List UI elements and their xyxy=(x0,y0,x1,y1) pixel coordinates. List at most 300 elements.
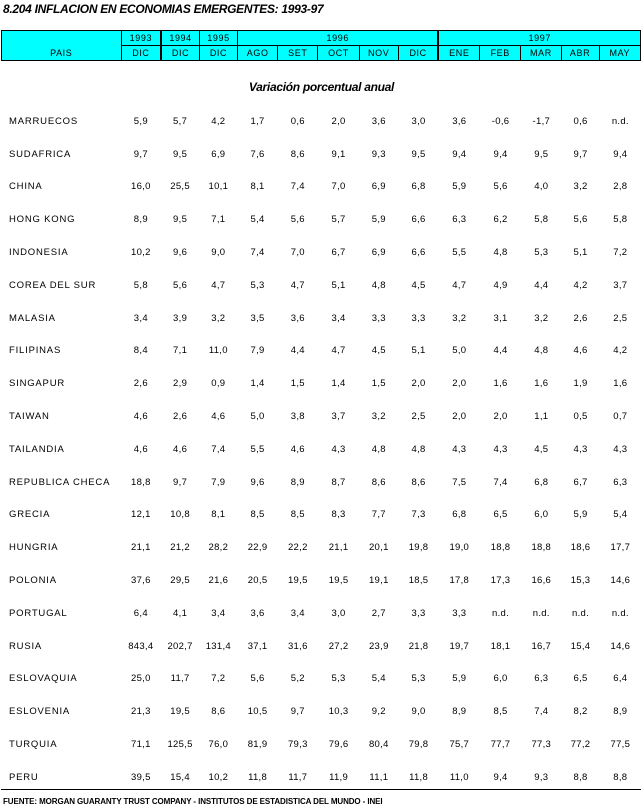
value-cell: 125,5 xyxy=(167,739,193,751)
value-cell: 3,2 xyxy=(211,312,226,324)
value-cell: 4,3 xyxy=(573,443,588,455)
value-cell: 2,0 xyxy=(331,115,346,127)
value-cell: 37,1 xyxy=(247,640,268,652)
value-cell: 3,2 xyxy=(534,312,549,324)
country-name: REPUBLICA CHECA xyxy=(9,476,111,488)
value-cell: 17,7 xyxy=(610,542,631,554)
value-cell: 6,9 xyxy=(371,247,386,259)
value-cell: 18,8 xyxy=(531,542,552,554)
value-cell: 3,6 xyxy=(452,115,467,127)
header-month: AGO xyxy=(238,46,278,61)
value-cell: 4,6 xyxy=(133,443,148,455)
country-name: GRECIA xyxy=(9,509,51,521)
country-name: INDONESIA xyxy=(9,247,69,259)
value-cell: 6,6 xyxy=(411,247,426,259)
value-cell: 5,1 xyxy=(331,279,346,291)
value-cell: 5,8 xyxy=(133,279,148,291)
value-cell: 15,4 xyxy=(170,771,190,783)
value-cell: 8,8 xyxy=(613,771,628,783)
source-note: FUENTE: MORGAN GUARANTY TRUST COMPANY - INSTITUTOS DE ESTADISTICA DEL MUNDO - INEI xyxy=(3,797,383,806)
value-cell: 5,5 xyxy=(452,247,467,259)
value-cell: n.d. xyxy=(492,607,510,619)
value-cell: 2,0 xyxy=(452,378,467,390)
table-row xyxy=(1,728,641,761)
value-cell: 9,7 xyxy=(133,148,148,160)
value-cell: 5,6 xyxy=(573,214,588,226)
value-cell: 2,7 xyxy=(371,607,386,619)
value-cell: 25,0 xyxy=(131,673,151,685)
value-cell: 2,0 xyxy=(452,411,467,423)
value-cell: 12,1 xyxy=(131,509,151,521)
value-cell: 80,4 xyxy=(368,739,389,751)
value-cell: 9,0 xyxy=(211,247,226,259)
value-cell: 6,8 xyxy=(411,181,426,193)
value-cell: 8,8 xyxy=(573,771,588,783)
value-cell: 4,7 xyxy=(211,279,226,291)
value-cell: 79,6 xyxy=(328,739,349,751)
value-cell: 6,6 xyxy=(411,214,426,226)
value-cell: 5,6 xyxy=(290,214,305,226)
table-row xyxy=(1,531,641,564)
value-cell: 8,9 xyxy=(133,214,148,226)
value-cell: 4,3 xyxy=(493,443,508,455)
value-cell: 5,3 xyxy=(534,247,549,259)
value-cell: 19,0 xyxy=(449,542,470,554)
value-cell: 4,3 xyxy=(452,443,467,455)
country-name: CHINA xyxy=(9,181,43,193)
table-row xyxy=(1,630,641,663)
value-cell: 4,2 xyxy=(613,345,628,357)
value-cell: 1,6 xyxy=(493,378,508,390)
value-cell: 4,8 xyxy=(493,247,508,259)
country-name: ESLOVAQUIA xyxy=(9,673,78,685)
value-cell: 22,2 xyxy=(287,542,308,554)
country-name: TURQUIA xyxy=(9,739,58,751)
value-cell: 1,4 xyxy=(250,378,265,390)
value-cell: 3,3 xyxy=(411,607,426,619)
value-cell: 202,7 xyxy=(167,640,193,652)
value-cell: 3,3 xyxy=(411,312,426,324)
value-cell: 10,5 xyxy=(247,706,268,718)
value-cell: 8,6 xyxy=(411,476,426,488)
value-cell: 7,4 xyxy=(290,181,305,193)
table-row xyxy=(1,269,641,302)
value-cell: 8,4 xyxy=(133,345,148,357)
header-month: DIC xyxy=(398,46,438,61)
value-cell: 19,5 xyxy=(328,575,349,587)
value-cell: 3,4 xyxy=(331,312,346,324)
value-cell: 10,2 xyxy=(131,247,151,259)
value-cell: 8,5 xyxy=(250,509,265,521)
value-cell: 9,6 xyxy=(173,247,188,259)
value-cell: 1,1 xyxy=(534,411,549,423)
value-cell: 7,0 xyxy=(331,181,346,193)
value-cell: 28,2 xyxy=(208,542,229,554)
value-cell: -1,7 xyxy=(532,115,551,127)
value-cell: 10,8 xyxy=(170,509,190,521)
table-row xyxy=(1,203,641,236)
value-cell: 5,8 xyxy=(613,214,628,226)
value-cell: -0,6 xyxy=(491,115,510,127)
table-row xyxy=(1,564,641,597)
value-cell: 4,3 xyxy=(613,443,628,455)
value-cell: 9,7 xyxy=(573,148,588,160)
value-cell: 0,5 xyxy=(573,411,588,423)
header-month: FEB xyxy=(480,46,521,61)
country-name: FILIPINAS xyxy=(9,345,62,357)
value-cell: 4,1 xyxy=(173,607,188,619)
value-cell: 6,9 xyxy=(211,148,226,160)
value-cell: 9,3 xyxy=(534,771,549,783)
value-cell: 5,8 xyxy=(534,214,549,226)
table-row xyxy=(1,171,641,204)
value-cell: 9,2 xyxy=(371,706,386,718)
value-cell: 1,7 xyxy=(250,115,265,127)
table-header xyxy=(1,30,641,61)
value-cell: 5,0 xyxy=(250,411,265,423)
value-cell: 77,5 xyxy=(610,739,631,751)
value-cell: 5,9 xyxy=(371,214,386,226)
value-cell: 11,8 xyxy=(409,771,429,783)
value-cell: 18,8 xyxy=(490,542,511,554)
value-cell: 2,5 xyxy=(613,312,628,324)
value-cell: 6,5 xyxy=(493,509,508,521)
value-cell: 0,6 xyxy=(290,115,305,127)
value-cell: 11,7 xyxy=(288,771,308,783)
value-cell: 5,9 xyxy=(573,509,588,521)
value-cell: 9,5 xyxy=(173,214,188,226)
value-cell: 2,6 xyxy=(173,411,188,423)
value-cell: 3,6 xyxy=(371,115,386,127)
value-cell: 2,8 xyxy=(613,181,628,193)
header-year-1994: 1994 xyxy=(161,31,199,46)
value-cell: 17,8 xyxy=(449,575,470,587)
header-month: OCT xyxy=(318,46,359,61)
value-cell: 3,5 xyxy=(250,312,265,324)
value-cell: 14,6 xyxy=(610,640,631,652)
value-cell: 6,7 xyxy=(573,476,588,488)
value-cell: 4,6 xyxy=(173,443,188,455)
value-cell: 3,3 xyxy=(371,312,386,324)
value-cell: n.d. xyxy=(611,607,629,619)
value-cell: 4,5 xyxy=(411,279,426,291)
value-cell: 11,7 xyxy=(170,673,190,685)
country-name: POLONIA xyxy=(9,575,57,587)
value-cell: 131,4 xyxy=(205,640,231,652)
header-month: ENE xyxy=(438,46,479,61)
country-name: PORTUGAL xyxy=(9,607,68,619)
value-cell: 6,7 xyxy=(331,247,346,259)
value-cell: n.d. xyxy=(532,607,550,619)
value-cell: 4,8 xyxy=(411,443,426,455)
value-cell: 3,2 xyxy=(452,312,467,324)
value-cell: 16,0 xyxy=(131,181,151,193)
value-cell: 20,5 xyxy=(247,575,268,587)
value-cell: 11,8 xyxy=(248,771,268,783)
country-name: HUNGRIA xyxy=(9,542,59,554)
value-cell: 3,4 xyxy=(290,607,305,619)
value-cell: 0,7 xyxy=(613,411,628,423)
value-cell: 7,2 xyxy=(613,247,628,259)
header-month: MAY xyxy=(599,46,640,61)
value-cell: 18,6 xyxy=(570,542,591,554)
value-cell: 39,5 xyxy=(131,771,151,783)
value-cell: 21,1 xyxy=(328,542,349,554)
value-cell: 3,0 xyxy=(411,115,426,127)
value-cell: 4,5 xyxy=(534,443,549,455)
value-cell: 23,9 xyxy=(368,640,389,652)
value-cell: 6,4 xyxy=(613,673,628,685)
value-cell: 11,0 xyxy=(208,345,228,357)
value-cell: 6,3 xyxy=(534,673,549,685)
header-year-1996: 1996 xyxy=(238,31,439,46)
value-cell: 6,4 xyxy=(133,607,148,619)
value-cell: 76,0 xyxy=(208,739,229,751)
value-cell: 6,2 xyxy=(493,214,508,226)
header-month: DIC xyxy=(121,46,161,61)
value-cell: 3,3 xyxy=(452,607,467,619)
value-cell: 5,9 xyxy=(452,181,467,193)
value-cell: 8,5 xyxy=(290,509,305,521)
value-cell: 5,1 xyxy=(573,247,588,259)
value-cell: 16,6 xyxy=(531,575,552,587)
table-row xyxy=(1,138,641,171)
value-cell: 8,1 xyxy=(211,509,226,521)
value-cell: 6,5 xyxy=(573,673,588,685)
value-cell: 21,3 xyxy=(131,706,151,718)
value-cell: 14,6 xyxy=(610,575,631,587)
header-month: ABR xyxy=(561,46,599,61)
value-cell: 7,0 xyxy=(290,247,305,259)
value-cell: 1,4 xyxy=(331,378,346,390)
value-cell: 9,7 xyxy=(290,706,305,718)
value-cell: 2,9 xyxy=(173,378,188,390)
value-cell: 7,9 xyxy=(250,345,265,357)
value-cell: 18,8 xyxy=(131,476,151,488)
value-cell: 11,9 xyxy=(329,771,349,783)
value-cell: 6,9 xyxy=(371,181,386,193)
value-cell: 17,3 xyxy=(490,575,511,587)
value-cell: 37,6 xyxy=(131,575,151,587)
table-row xyxy=(1,663,641,696)
value-cell: 2,0 xyxy=(411,378,426,390)
value-cell: 10,1 xyxy=(208,181,229,193)
value-cell: 1,5 xyxy=(290,378,305,390)
value-cell: n.d. xyxy=(611,115,629,127)
table-row xyxy=(1,695,641,728)
value-cell: 11,0 xyxy=(449,771,469,783)
value-cell: 10,3 xyxy=(328,706,349,718)
value-cell: 8,6 xyxy=(371,476,386,488)
country-name: RUSIA xyxy=(9,640,43,652)
table-row xyxy=(1,499,641,532)
value-cell: 8,5 xyxy=(493,706,508,718)
country-name: PERU xyxy=(9,771,39,783)
table-row xyxy=(1,367,641,400)
value-cell: 21,6 xyxy=(208,575,229,587)
value-cell: 5,7 xyxy=(331,214,346,226)
header-month: DIC xyxy=(199,46,237,61)
value-cell: 5,4 xyxy=(250,214,265,226)
value-cell: 7,2 xyxy=(211,673,226,685)
value-cell: 18,5 xyxy=(408,575,429,587)
value-cell: 9,4 xyxy=(452,148,467,160)
value-cell: 2,6 xyxy=(133,378,148,390)
value-cell: 4,4 xyxy=(290,345,305,357)
value-cell: 15,3 xyxy=(570,575,591,587)
value-cell: 3,0 xyxy=(331,607,346,619)
value-cell: 8,7 xyxy=(331,476,346,488)
value-cell: 4,0 xyxy=(534,181,549,193)
value-cell: 5,2 xyxy=(290,673,305,685)
value-cell: 5,0 xyxy=(452,345,467,357)
value-cell: 77,3 xyxy=(531,739,552,751)
value-cell: 7,4 xyxy=(534,706,549,718)
value-cell: 8,6 xyxy=(211,706,226,718)
value-cell: 5,9 xyxy=(133,115,148,127)
header-year-1997: 1997 xyxy=(438,31,640,46)
value-cell: 77,7 xyxy=(490,739,511,751)
value-cell: 5,3 xyxy=(331,673,346,685)
header-month: SET xyxy=(278,46,318,61)
value-cell: 16,7 xyxy=(531,640,552,652)
value-cell: 5,4 xyxy=(371,673,386,685)
value-cell: 7,6 xyxy=(250,148,265,160)
value-cell: 9,7 xyxy=(173,476,188,488)
value-cell: 4,6 xyxy=(573,345,588,357)
value-cell: 7,4 xyxy=(211,443,226,455)
value-cell: 8,9 xyxy=(613,706,628,718)
value-cell: 19,1 xyxy=(368,575,389,587)
value-cell: 21,2 xyxy=(170,542,190,554)
value-cell: 8,9 xyxy=(290,476,305,488)
value-cell: 3,1 xyxy=(493,312,508,324)
value-cell: 4,4 xyxy=(493,345,508,357)
country-name: TAILANDIA xyxy=(9,443,65,455)
table-row xyxy=(1,335,641,368)
value-cell: 1,5 xyxy=(371,378,386,390)
table-title: 8.204 INFLACION EN ECONOMIAS EMERGENTES: 1993-97 xyxy=(3,2,324,16)
value-cell: 7,4 xyxy=(250,247,265,259)
country-name: ESLOVENIA xyxy=(9,706,71,718)
value-cell: 7,9 xyxy=(211,476,226,488)
value-cell: 9,4 xyxy=(493,148,508,160)
table-row xyxy=(1,105,641,138)
country-name: COREA DEL SUR xyxy=(9,279,97,291)
value-cell: 1,6 xyxy=(613,378,628,390)
value-cell: 6,8 xyxy=(452,509,467,521)
value-cell: 11,1 xyxy=(369,771,389,783)
header-year-1993: 1993 xyxy=(121,31,161,46)
value-cell: 4,3 xyxy=(331,443,346,455)
value-cell: 8,6 xyxy=(290,148,305,160)
value-cell: 20,1 xyxy=(368,542,389,554)
value-cell: 4,7 xyxy=(452,279,467,291)
value-cell: 6,0 xyxy=(534,509,549,521)
value-cell: 19,8 xyxy=(408,542,429,554)
value-cell: 0,6 xyxy=(573,115,588,127)
value-cell: 9,5 xyxy=(534,148,549,160)
header-pais: PAIS xyxy=(2,31,122,61)
table-row xyxy=(1,433,641,466)
value-cell: 5,3 xyxy=(250,279,265,291)
value-cell: 7,1 xyxy=(173,345,188,357)
value-cell: 10,2 xyxy=(208,771,229,783)
value-cell: 5,6 xyxy=(173,279,188,291)
value-cell: 4,2 xyxy=(211,115,226,127)
value-cell: 3,2 xyxy=(371,411,386,423)
value-cell: 15,4 xyxy=(570,640,591,652)
value-cell: 4,7 xyxy=(290,279,305,291)
value-cell: 5,6 xyxy=(493,181,508,193)
table-row xyxy=(1,400,641,433)
table-row xyxy=(1,236,641,269)
value-cell: 3,7 xyxy=(613,279,628,291)
value-cell: 5,9 xyxy=(452,673,467,685)
value-cell: 77,2 xyxy=(570,739,591,751)
value-cell: 3,8 xyxy=(290,411,305,423)
value-cell: 75,7 xyxy=(449,739,470,751)
value-cell: 5,1 xyxy=(411,345,426,357)
value-cell: 3,4 xyxy=(133,312,148,324)
value-cell: 19,7 xyxy=(449,640,470,652)
value-cell: 29,5 xyxy=(170,575,190,587)
value-cell: 79,8 xyxy=(408,739,429,751)
value-cell: 71,1 xyxy=(131,739,151,751)
value-cell: 7,7 xyxy=(371,509,386,521)
value-cell: 5,5 xyxy=(250,443,265,455)
value-cell: 6,8 xyxy=(534,476,549,488)
value-cell: 2,5 xyxy=(411,411,426,423)
value-cell: 4,8 xyxy=(371,279,386,291)
value-cell: 9,5 xyxy=(173,148,188,160)
value-cell: 8,9 xyxy=(452,706,467,718)
value-cell: n.d. xyxy=(572,607,590,619)
header-month: MAR xyxy=(521,46,561,61)
value-cell: 79,3 xyxy=(287,739,308,751)
value-cell: 27,2 xyxy=(328,640,349,652)
country-name: MALASIA xyxy=(9,312,56,324)
value-cell: 9,3 xyxy=(371,148,386,160)
value-cell: 4,5 xyxy=(371,345,386,357)
table-row xyxy=(1,466,641,499)
value-cell: 5,7 xyxy=(173,115,188,127)
value-cell: 7,5 xyxy=(452,476,467,488)
value-cell: 2,0 xyxy=(493,411,508,423)
value-cell: 7,3 xyxy=(411,509,426,521)
value-cell: 8,1 xyxy=(250,181,265,193)
bottom-rule xyxy=(1,789,641,790)
value-cell: 3,4 xyxy=(211,607,226,619)
value-cell: 4,4 xyxy=(534,279,549,291)
value-cell: 3,6 xyxy=(250,607,265,619)
value-cell: 5,3 xyxy=(411,673,426,685)
value-cell: 21,8 xyxy=(408,640,429,652)
country-name: TAIWAN xyxy=(9,411,50,423)
value-cell: 19,5 xyxy=(287,575,308,587)
value-cell: 7,1 xyxy=(211,214,226,226)
data-table xyxy=(1,105,641,794)
value-cell: 3,2 xyxy=(573,181,588,193)
value-cell: 9,0 xyxy=(411,706,426,718)
value-cell: 5,4 xyxy=(613,509,628,521)
header-year-1995: 1995 xyxy=(199,31,237,46)
value-cell: 9,4 xyxy=(493,771,508,783)
value-cell: 19,5 xyxy=(170,706,190,718)
value-cell: 9,5 xyxy=(411,148,426,160)
value-cell: 81,9 xyxy=(247,739,268,751)
value-cell: 8,2 xyxy=(573,706,588,718)
